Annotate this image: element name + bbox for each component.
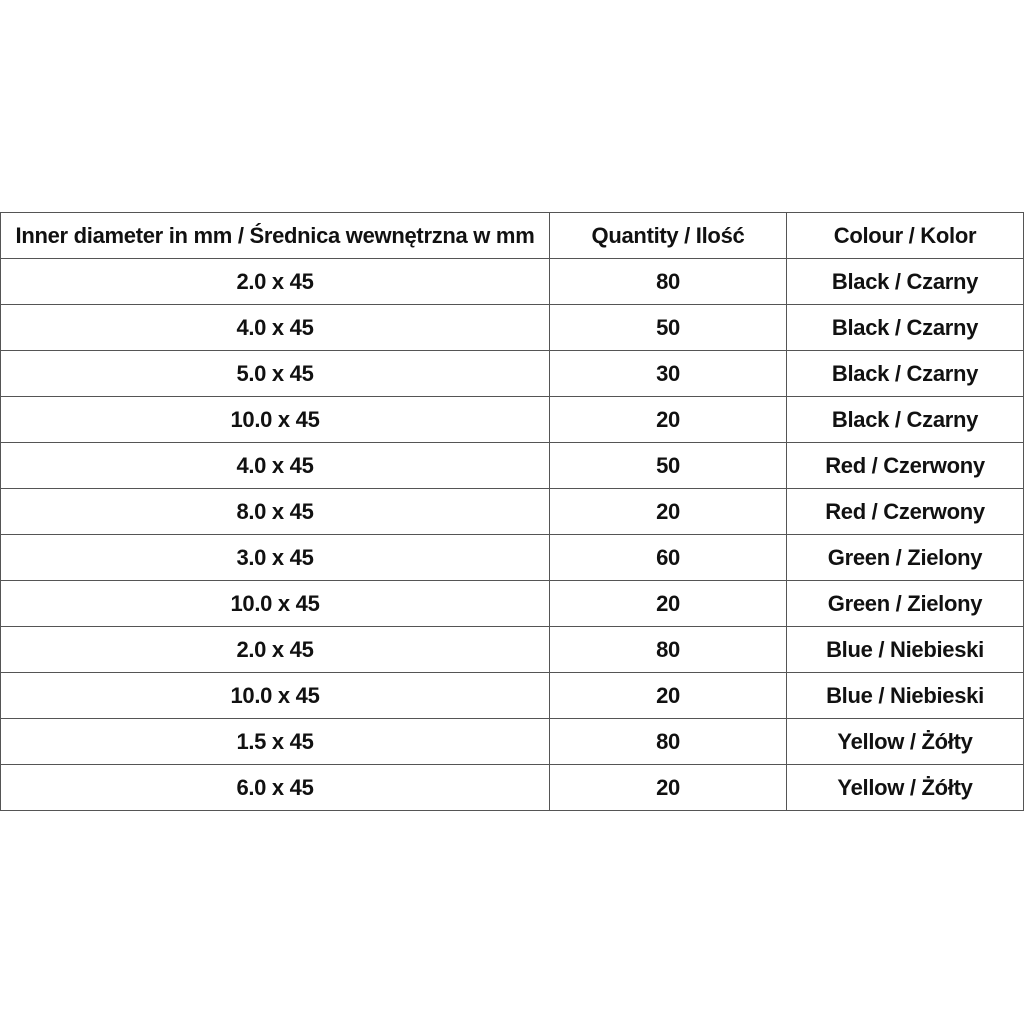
table-row — [1, 397, 1024, 443]
header-quantity: Quantity / Ilość — [550, 213, 787, 259]
cell-colour: Yellow / Żółty — [787, 765, 1024, 811]
cell-inner-diameter: 1.5 x 45 — [1, 719, 550, 765]
cell-quantity: 20 — [550, 581, 787, 627]
cell-inner-diameter: 4.0 x 45 — [1, 305, 550, 351]
table-row — [1, 351, 1024, 397]
cell-inner-diameter: 10.0 x 45 — [1, 673, 550, 719]
spec-table — [0, 212, 1024, 811]
cell-quantity: 80 — [550, 719, 787, 765]
cell-colour: Yellow / Żółty — [787, 719, 1024, 765]
table-row — [1, 305, 1024, 351]
cell-inner-diameter: 8.0 x 45 — [1, 489, 550, 535]
cell-inner-diameter: 2.0 x 45 — [1, 627, 550, 673]
cell-inner-diameter: 10.0 x 45 — [1, 581, 550, 627]
header-colour: Colour / Kolor — [787, 213, 1024, 259]
cell-inner-diameter: 6.0 x 45 — [1, 765, 550, 811]
cell-quantity: 20 — [550, 673, 787, 719]
cell-quantity: 20 — [550, 489, 787, 535]
cell-quantity: 60 — [550, 535, 787, 581]
cell-inner-diameter: 3.0 x 45 — [1, 535, 550, 581]
cell-colour: Black / Czarny — [787, 305, 1024, 351]
cell-inner-diameter: 5.0 x 45 — [1, 351, 550, 397]
cell-quantity: 20 — [550, 765, 787, 811]
cell-inner-diameter: 4.0 x 45 — [1, 443, 550, 489]
cell-colour: Blue / Niebieski — [787, 673, 1024, 719]
table-row — [1, 259, 1024, 305]
cell-colour: Black / Czarny — [787, 259, 1024, 305]
header-row — [1, 213, 1024, 259]
cell-inner-diameter: 10.0 x 45 — [1, 397, 550, 443]
table-row — [1, 489, 1024, 535]
table-row — [1, 627, 1024, 673]
cell-colour: Green / Zielony — [787, 535, 1024, 581]
table-row — [1, 673, 1024, 719]
cell-colour: Blue / Niebieski — [787, 627, 1024, 673]
cell-colour: Green / Zielony — [787, 581, 1024, 627]
table-row — [1, 443, 1024, 489]
table-row — [1, 581, 1024, 627]
cell-colour: Black / Czarny — [787, 397, 1024, 443]
table-body — [1, 259, 1024, 811]
cell-quantity: 50 — [550, 305, 787, 351]
cell-colour: Red / Czerwony — [787, 443, 1024, 489]
cell-colour: Black / Czarny — [787, 351, 1024, 397]
table-row — [1, 535, 1024, 581]
table-row — [1, 765, 1024, 811]
cell-quantity: 30 — [550, 351, 787, 397]
header-inner-diameter: Inner diameter in mm / Średnica wewnętrzna w mm — [1, 213, 550, 259]
cell-quantity: 20 — [550, 397, 787, 443]
cell-colour: Red / Czerwony — [787, 489, 1024, 535]
table-header — [1, 213, 1024, 259]
cell-quantity: 50 — [550, 443, 787, 489]
table-row — [1, 719, 1024, 765]
cell-inner-diameter: 2.0 x 45 — [1, 259, 550, 305]
cell-quantity: 80 — [550, 259, 787, 305]
cell-quantity: 80 — [550, 627, 787, 673]
